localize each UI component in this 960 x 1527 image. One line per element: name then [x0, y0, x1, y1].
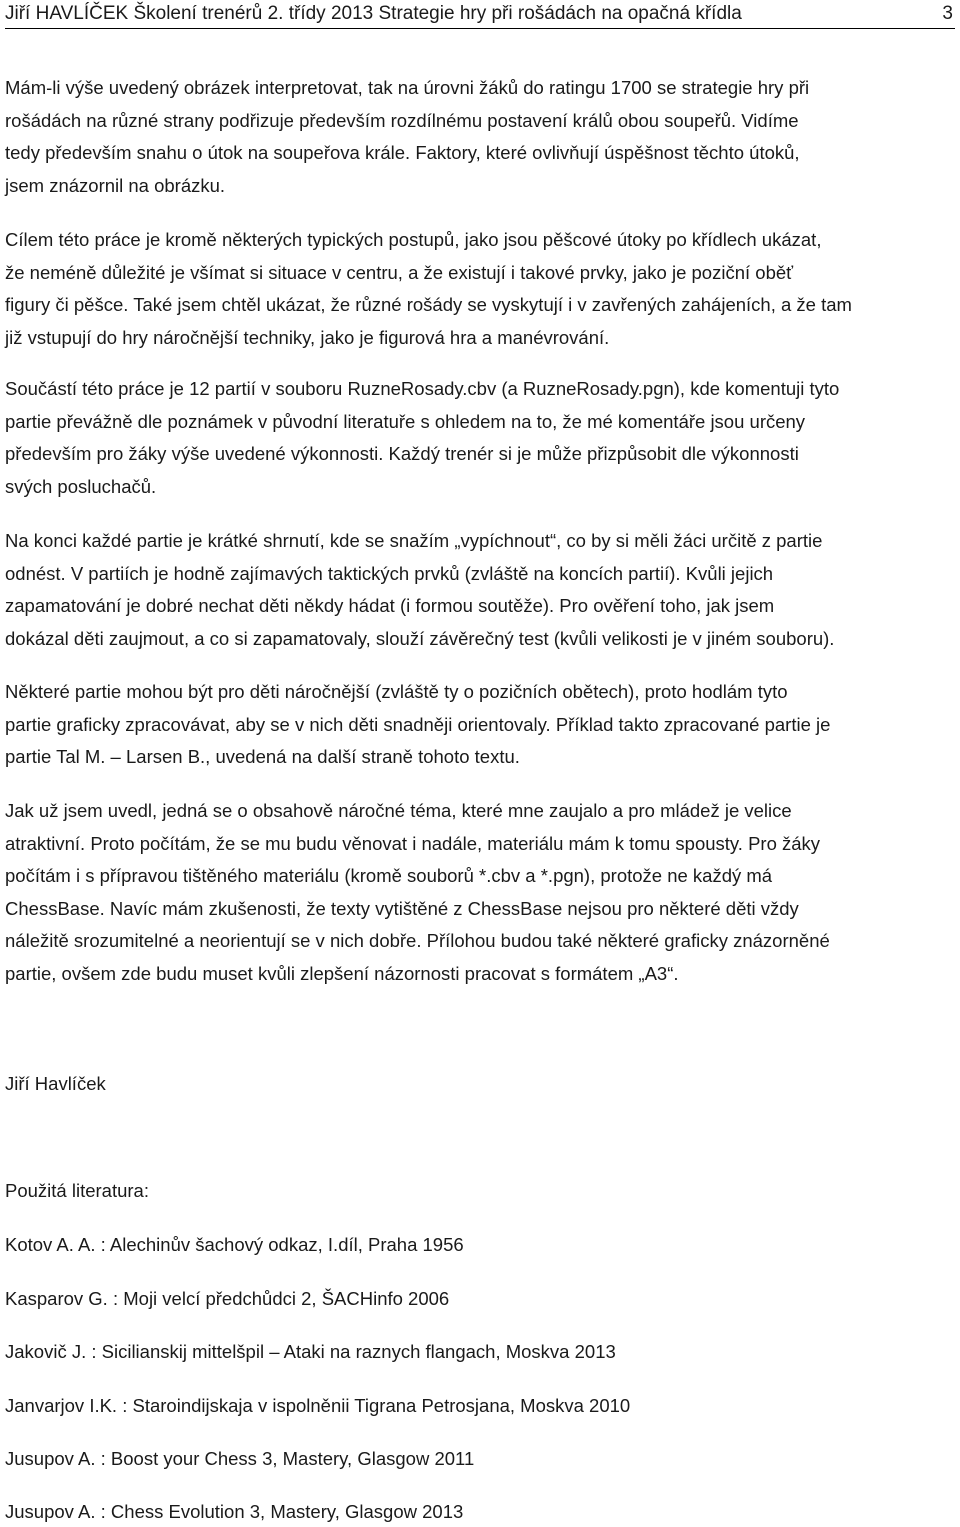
paragraph [5, 525, 834, 655]
paragraph-line: rošádách na různé strany podřizuje především rozdílnému postavení králů obou soupeřů. Vidíme [5, 109, 799, 131]
paragraph-line: počítám i s přípravou tištěného materiálu (kromě souborů *.cbv a *.pgn), protože ne každý má [5, 865, 773, 887]
paragraph-line: partie, ovšem zde budu muset kvůli zlepšení názornosti pracovat s formátem „A3“. [5, 962, 679, 984]
paragraph-line: Na konci každé partie je krátké shrnutí, kde se snažím „vypíchnout“, co by si měli žáci určitě z partie [5, 530, 823, 551]
literature-item: Jusupov A. : Boost your Chess 3, Mastery, Glasgow 2011 [5, 1448, 475, 1469]
paragraph-line: tedy především snahu o útok na soupeřova krále. Faktory, které ovlivňují úspěšnost těchto útoků, [5, 142, 800, 164]
paragraph [5, 676, 830, 774]
paragraph-line: zapamatování je dobré nechat děti někdy hádat (i formou soutěže). Pro ověření toho, jak jsem [5, 595, 775, 617]
literature-heading-text: Použitá literatura: [5, 1180, 149, 1201]
paragraph-line: partie Tal M. – Larsen B., uvedená na další straně tohoto textu. [5, 746, 520, 768]
signature [5, 1068, 106, 1101]
page-number: 3 [942, 3, 953, 24]
paragraph-line: dokázal děti zaujmout, a co si zapamatovaly, slouží závěrečný test (kvůli velikosti je v jiném souboru). [5, 627, 835, 649]
literature-item: Kasparov G. : Moji velcí předchůdci 2, ŠACHinfo 2006 [5, 1288, 450, 1309]
paragraph-line: již vstupují do hry náročnější techniky, jako je figurová hra a manévrování. [5, 326, 610, 348]
literature-item: Janvarjov I.K. : Staroindijskaja v ispolněnii Tigrana Petrosjana, Moskva 2010 [5, 1395, 631, 1416]
paragraph-line: Součástí této práce je 12 partií v souboru RuzneRosady.cbv (a RuzneRosady.pgn), kde komentuji tyto [5, 378, 840, 399]
literature-heading [5, 1175, 149, 1208]
paragraph-line: že neméně důležité je všímat si situace v centru, a že existují i takové prvky, jako je poziční oběť [5, 261, 794, 283]
paragraph-line: jsem znázornil na obrázku. [5, 174, 226, 196]
signature-text: Jiří Havlíček [5, 1073, 106, 1094]
header-title: Jiří HAVLÍČEK Školení trenérů 2. třídy 2013 Strategie hry při rošádách na opačná křídla [5, 3, 742, 24]
paragraph-line: Cílem této práce je kromě některých typických postupů, jako jsou pěšcové útoky po křídlech ukázat, [5, 229, 822, 250]
paragraph-line: svých posluchačů. [5, 475, 157, 497]
paragraph-line: Jak už jsem uvedl, jedná se o obsahově náročné téma, které mne zaujalo a pro mládež je velice [5, 800, 792, 821]
paragraph [5, 72, 809, 202]
literature-item: Kotov A. A. : Alechinův šachový odkaz, I.díl, Praha 1956 [5, 1234, 464, 1255]
paragraph-line: Některé partie mohou být pro děti náročnější (zvláště ty o pozičních obětech), proto hodlám tyto [5, 681, 788, 702]
paragraph [5, 224, 852, 354]
paragraph-line: odnést. V partiích je hodně zajímavých taktických prvků (zvláště na koncích partií). Kvůli jejich [5, 562, 774, 584]
literature-item: Jusupov A. : Chess Evolution 3, Mastery, Glasgow 2013 [5, 1501, 464, 1522]
paragraph-line: náležitě srozumitelné a neorientují se v nich dobře. Přílohou budou také některé graficky znázorněné [5, 930, 830, 952]
paragraph-line: ChessBase. Navíc mám zkušenosti, že texty vytištěné z ChessBase nejsou pro některé děti vždy [5, 897, 799, 919]
paragraph-line: figury či pěšce. Také jsem chtěl ukázat, že různé rošády se vyskytují i v zavřených zahájeních, a že tam [5, 294, 852, 316]
paragraph [5, 373, 839, 503]
paragraph-line: partie graficky zpracovávat, aby se v nich děti snadněji orientovaly. Příklad takto zpracované partie je [5, 713, 831, 735]
paragraph-line: partie převážně dle poznámek v původní literatuře s ohledem na to, že mé komentáře jsou určeny [5, 410, 806, 432]
paragraph [5, 795, 830, 991]
paragraph-line: atraktivní. Proto počítám, že se mu budu věnovat i nadále, materiálu mám k tomu spousty. Pro žáky [5, 832, 821, 854]
paragraph-line: Mám-li výše uvedený obrázek interpretovat, tak na úrovni žáků do ratingu 1700 se strategie hry při [5, 77, 810, 98]
page-header [5, 2, 955, 29]
literature-item: Jakovič J. : Sicilianskij mittelšpil – Ataki na raznych flangach, Moskva 2013 [5, 1341, 616, 1362]
paragraph-line: především pro žáky výše uvedené výkonnosti. Každý trenér si je může přizpůsobit dle výkonnosti [5, 443, 799, 465]
document-page [5, 0, 955, 29]
